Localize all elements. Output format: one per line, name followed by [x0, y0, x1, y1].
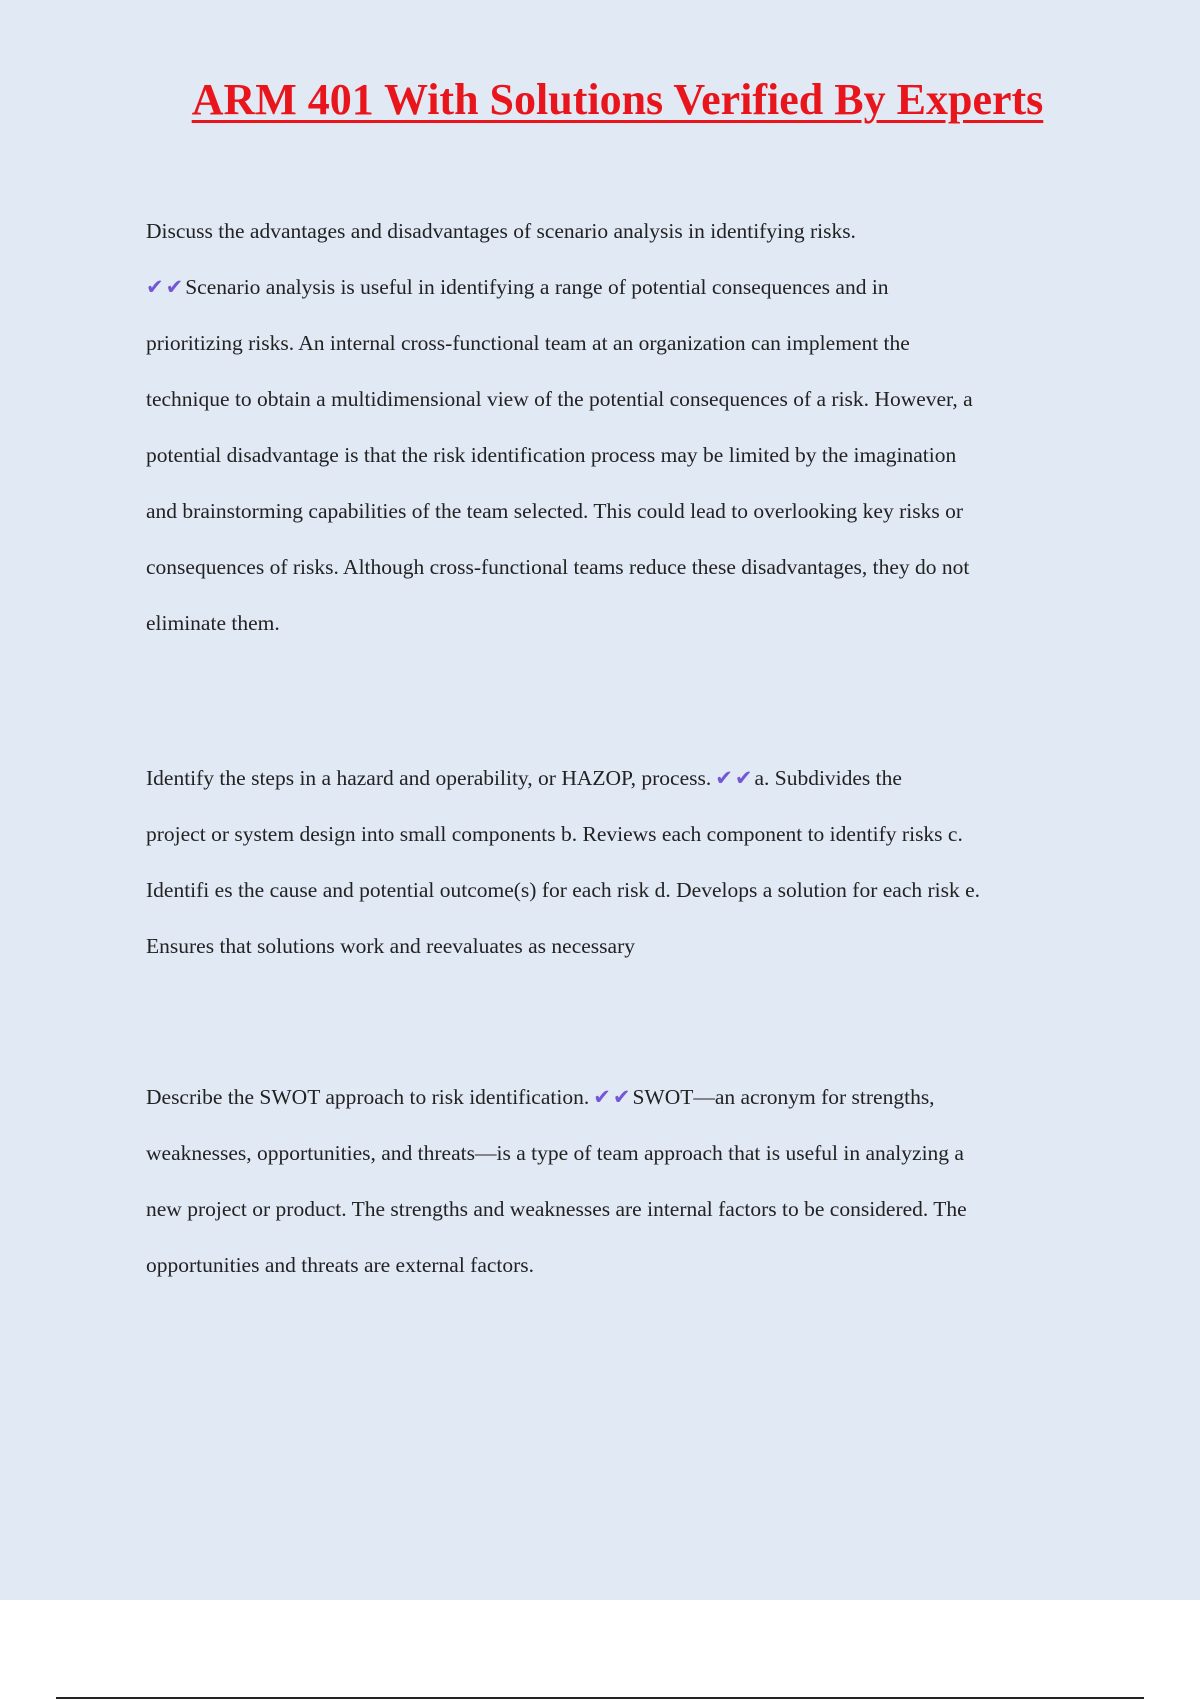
- answer-line: [146, 259, 1086, 315]
- footer-divider: [56, 1697, 1144, 1699]
- answer-text: weaknesses, opportunities, and threats—is a type of team approach that is useful in analyzing a: [146, 1141, 964, 1165]
- qa-section-swot: [146, 1069, 1086, 1293]
- document-title: ARM 401 With Solutions Verified By Experts: [191, 75, 1044, 124]
- answer-text: opportunities and threats are external factors.: [146, 1253, 535, 1277]
- answer-text: Identifi es the cause and potential outcome(s) for each risk d. Develops a solution for each risk e.: [146, 878, 981, 902]
- check-icon: ✔: [715, 766, 733, 790]
- answer-text: technique to obtain a multidimensional view of the potential consequences of a risk. However, a: [146, 387, 973, 411]
- qa-section-hazop: [146, 750, 1086, 974]
- answer-text: prioritizing risks. An internal cross-functional team at an organization can implement the: [146, 331, 910, 355]
- answer-text: potential disadvantage is that the risk identification process may be limited by the imagination: [146, 443, 957, 467]
- answer-text: a. Subdivides the: [754, 766, 902, 790]
- check-icon: ✔: [734, 766, 753, 790]
- answer-text: eliminate them.: [146, 611, 280, 635]
- answer-text: SWOT—an acronym for strengths,: [632, 1085, 935, 1109]
- check-icon: ✔: [165, 275, 184, 299]
- answer-text: Scenario analysis is useful in identifying a range of potential consequences and in: [185, 275, 889, 299]
- question-answer-line: [146, 1069, 1086, 1125]
- question-text: Identify the steps in a hazard and operability, or HAZOP, process.: [146, 766, 712, 790]
- question-answer-line: [146, 750, 1086, 806]
- qa-section-scenario-analysis: [146, 203, 1086, 651]
- answer-text: project or system design into small components b. Reviews each component to identify risks c.: [146, 822, 963, 846]
- question-text: Describe the SWOT approach to risk identification.: [146, 1085, 590, 1109]
- check-icon: ✔: [593, 1085, 611, 1109]
- answer-text: and brainstorming capabilities of the team selected. This could lead to overlooking key risks or: [146, 499, 963, 523]
- check-icon: ✔: [612, 1085, 631, 1109]
- answer-text: consequences of risks. Although cross-functional teams reduce these disadvantages, they do not: [146, 555, 970, 579]
- answer-text: new project or product. The strengths and weaknesses are internal factors to be considered. The: [146, 1197, 967, 1221]
- check-icon: ✔: [146, 275, 164, 299]
- answer-text: Ensures that solutions work and reevaluates as necessary: [146, 934, 635, 958]
- question-text: Discuss the advantages and disadvantages of scenario analysis in identifying risks.: [146, 219, 856, 243]
